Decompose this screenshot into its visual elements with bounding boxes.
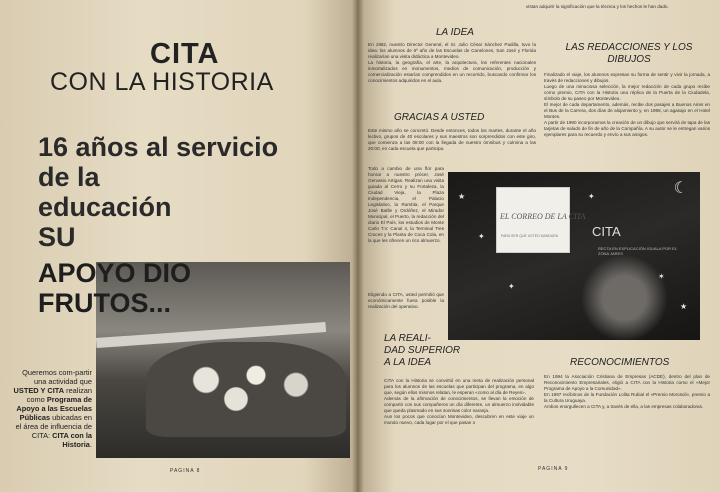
title-con-la-historia: CON LA HISTORIA <box>50 68 274 96</box>
paragraph: CITA con la Historia se convirtió en una meta de realización personal para los alumnos de las escuelas que participan del programa, en algo que, según ellos mismos relatan, le esperan «como al día de Reyes». <box>384 378 534 395</box>
right-page <box>358 0 720 492</box>
star-icon: ✦ <box>588 192 595 201</box>
heading-line: LAS REDACCIONES Y LOS <box>565 42 693 53</box>
intro-strong: USTED Y CITA <box>13 386 65 395</box>
star-icon: ✦ <box>478 232 485 241</box>
star-icon: ★ <box>458 192 466 201</box>
headline-line: educación <box>38 192 172 222</box>
page-number-left: PAGINA 8 <box>170 468 201 474</box>
paragraph: A partir de 1990 incorporamos la creación de un dibujo que servirá de tapa de las tarjetas de saludo de fin de año de la Compañía. A su autor se le entregan varios ejemplares para su recuerdo y envío a sus amigos. <box>544 120 710 137</box>
intro-part: ubicadas en el área de influencia de CITA: <box>15 413 92 440</box>
paragraph: Ambos enorgullecen a CITA y, a través de ella, a las empresas colaboradoras. <box>544 404 704 409</box>
headline-line: FRUTOS... <box>38 288 172 318</box>
star-icon: ✶ <box>658 272 665 281</box>
headline <box>38 132 358 252</box>
poster-title <box>500 212 585 221</box>
night-photo <box>448 172 700 340</box>
intro-part: Queremos com-partir una actividad que <box>22 368 92 386</box>
paragraph: Además de la afirmación de conocimientos, se llevan la emoción de compartir con sus compañeros un día diferente, un almuerzo inolvidable que queda plasmado en sus sonrisas color naranja. <box>384 396 534 413</box>
heading-redacciones <box>544 42 714 66</box>
paragraph: Luego de una minuciosa selección, la mejor redacción de cada grupo recibe como premio, CITA con la Historia una réplica de la Puerta de la Ciudadela, símbolo de su paseo por Montevideo. <box>544 84 710 101</box>
paragraph: La historia, la geografía, el arte, la arquitectura, los referentes nacionales inmortalizados en monumentos, medios de comunicación, producción y comercialización estarían comprendidos en un recorrido, buscando confirmar los conocimientos adquiridos en el aula. <box>368 60 536 83</box>
students-crowd <box>146 342 346 437</box>
headline-line: SU <box>38 222 76 252</box>
star-icon: ★ <box>680 302 688 311</box>
heading-line: DAD SUPERIOR <box>384 345 461 356</box>
heading-gracias: GRACIAS A USTED <box>394 112 485 123</box>
left-page <box>0 0 358 492</box>
moon-icon: ☾ <box>673 180 688 197</box>
headline-line: 16 años al servicio <box>38 132 279 162</box>
heading-line: A LA IDEA <box>384 357 432 368</box>
headline-overlay <box>38 258 358 318</box>
star-icon: ✦ <box>508 282 515 291</box>
intro-strong: CITA con la Historia <box>52 431 92 449</box>
headline-line: APOYO DIO <box>38 258 192 288</box>
sign-cita: CITA <box>592 224 621 239</box>
paragraph: En 1997 recibimos de la Fundación Lolita Rubial el «Premio Morosoli», premio a la Cultura Uruguaya. <box>544 392 710 403</box>
poster-line: EL CORREO <box>500 212 543 221</box>
heading-realidad <box>384 333 460 369</box>
poster <box>496 187 586 253</box>
title-cita: CITA <box>150 38 220 70</box>
book-spine <box>352 0 364 492</box>
paragraph: En 1982, nuestro Director General, el Sr. Julio César Sánchez Padilla, tuvo la idea: los alumnos de 6º año de las Escuelas de Canelones, San José y Florida realizarían una visita didáctica a Montevideo. <box>368 42 536 59</box>
gracias-intro: Este mismo año se concretó. Desde entonces, todos los martes, durante el año lectivo, grupos de 40 escolares y sus maestros son sorprendidos con este giro, que comienza a las 08:00 con la llegada de nuestro ómnibus y culmina a las 20:00, en cada escuela que participa. <box>368 128 536 151</box>
poster-line: DE LA CITA <box>544 212 586 221</box>
paragraph: En 1994 la Asociación Cristiana de Empresas (ACDE), dentro del plan de Reconocimiento Empresariales, eligió a CITA con la Historia como el «Mejor Programa de Apoyo a la Comunidad». <box>544 374 710 391</box>
la-idea-body <box>368 42 536 84</box>
paragraph: El mejor de cada departamento, además, recibe dos pasajes a Buenos Aires en el Bus de la Carrera, dos días de alojamiento y, en 1998, un agasajo en el Hotel Montes. <box>544 102 710 119</box>
page-number-right: PAGINA 9 <box>538 466 569 472</box>
reconocimientos-body <box>544 374 710 410</box>
heading-line: DIBUJOS <box>607 54 651 65</box>
heading-reconocimientos: RECONOCIMIENTOS <box>570 357 670 368</box>
intro-text <box>12 368 92 449</box>
sign-caption: RECTA EN EXPLICACIÓN IGUALA POR EL ZONA JARES <box>598 246 677 256</box>
heading-la-idea: LA IDEA <box>436 27 474 38</box>
redacciones-body <box>544 72 710 138</box>
top-snippet: vistan adquirir la significación que la técnica y los hechos le han dado. <box>526 4 669 9</box>
intro-part: . <box>89 440 92 449</box>
realidad-body <box>384 378 534 462</box>
paragraph: Finalizado el viaje, los alumnos expresan su forma de sentir y vivir la jornada, a través de redacciones y dibujos. <box>544 72 710 83</box>
paragraph: Aun los pocos que conocían Montevideo, descubren en este viaje un mundo nuevo, cada lugar por el que pasan o <box>384 414 534 425</box>
gracias-tour: Todo a cambio de una flor para honrar a nuestro prócer, José Gervasio Artigas. Realizan una visita guiada al Cerro y su Fortaleza, la Ciudad Vieja, la Plaza Independencia, el Palacio Legislativo, la Rambla, el Parque José Batlle y Ordóñez, el Mirador Municipal, el Puerto, la redacción del diario El País, los estudios de Monte Carlo T.V. Canal 4, la Terminal Tres Cruces y la Planta de Coca Cola, en la que les ofrecen un rico almuerzo. <box>368 166 444 243</box>
headline-line: de la <box>38 162 100 192</box>
intro-part: realizan como <box>26 386 92 404</box>
gracias-closing: Eligiendo a CITA, usted permitió que económicamente fuera posible la realización del operativo. <box>368 292 444 309</box>
poster-small: PARA SER QUE USTED MANDARA <box>501 234 559 238</box>
heading-line: LA REALI- <box>384 333 431 344</box>
intro-strong: Programa de Apoyo a las Escuelas Públicas <box>16 395 92 422</box>
